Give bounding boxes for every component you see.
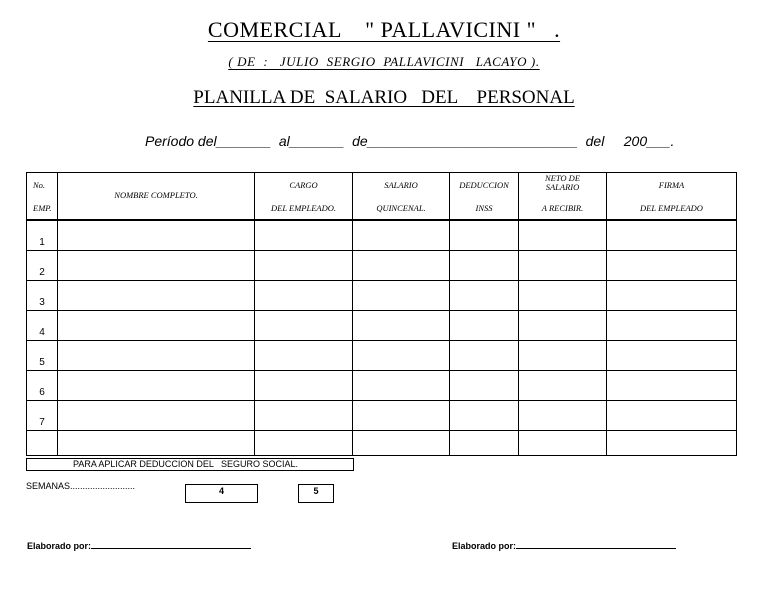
row-number: 3 bbox=[27, 281, 58, 311]
firma-cell[interactable] bbox=[607, 401, 737, 431]
nombre-cell[interactable] bbox=[58, 311, 255, 341]
nombre-cell[interactable] bbox=[58, 220, 255, 251]
salario-cell[interactable] bbox=[353, 281, 450, 311]
elaborado-por-right: Elaborado por: bbox=[452, 540, 676, 551]
semanas-label: SEMANAS.......................... bbox=[26, 481, 136, 491]
neto-cell[interactable] bbox=[519, 341, 607, 371]
salario-cell[interactable] bbox=[353, 311, 450, 341]
elaborado-por-left: Elaborado por: bbox=[27, 540, 251, 551]
company-title: COMERCIAL " PALLAVICINI " . bbox=[207, 17, 561, 42]
cargo-cell[interactable] bbox=[255, 281, 353, 311]
neto-cell[interactable] bbox=[519, 281, 607, 311]
firma-cell[interactable] bbox=[607, 251, 737, 281]
table-row bbox=[27, 220, 737, 251]
firma-cell[interactable] bbox=[607, 431, 737, 456]
cargo-cell[interactable] bbox=[255, 251, 353, 281]
nombre-cell[interactable] bbox=[58, 431, 255, 456]
nombre-cell[interactable] bbox=[58, 401, 255, 431]
firma-cell[interactable] bbox=[607, 281, 737, 311]
cargo-cell[interactable] bbox=[255, 341, 353, 371]
table-row bbox=[27, 371, 737, 401]
neto-cell[interactable] bbox=[519, 311, 607, 341]
owner-subtitle: ( DE : JULIO SERGIO PALLAVICINI LACAYO ). bbox=[228, 54, 540, 69]
signature-line[interactable] bbox=[91, 540, 251, 549]
deduccion-cell[interactable] bbox=[450, 401, 519, 431]
salario-cell[interactable] bbox=[353, 371, 450, 401]
signature-line[interactable] bbox=[516, 540, 676, 549]
neto-cell[interactable] bbox=[519, 251, 607, 281]
nombre-cell[interactable] bbox=[58, 251, 255, 281]
table-row-total bbox=[27, 431, 737, 456]
cargo-cell[interactable] bbox=[255, 431, 353, 456]
deduccion-cell[interactable] bbox=[450, 220, 519, 251]
table-row bbox=[27, 311, 737, 341]
salario-cell[interactable] bbox=[353, 220, 450, 251]
nombre-cell[interactable] bbox=[58, 341, 255, 371]
firma-cell[interactable] bbox=[607, 341, 737, 371]
cargo-cell[interactable] bbox=[255, 220, 353, 251]
salario-cell[interactable] bbox=[353, 401, 450, 431]
deduccion-cell[interactable] bbox=[450, 311, 519, 341]
cargo-cell[interactable] bbox=[255, 401, 353, 431]
cargo-cell[interactable] bbox=[255, 311, 353, 341]
salario-cell[interactable] bbox=[353, 341, 450, 371]
neto-cell[interactable] bbox=[519, 220, 607, 251]
nombre-cell[interactable] bbox=[58, 371, 255, 401]
header-cargo: CARGO DEL EMPLEADO. bbox=[255, 173, 353, 221]
firma-cell[interactable] bbox=[607, 220, 737, 251]
table-row bbox=[27, 281, 737, 311]
deduccion-cell[interactable] bbox=[450, 341, 519, 371]
row-number: 2 bbox=[27, 251, 58, 281]
payroll-table bbox=[26, 172, 737, 456]
header-no-emp: No. EMP. bbox=[27, 173, 58, 221]
deduccion-cell[interactable] bbox=[450, 431, 519, 456]
table-header-row bbox=[27, 173, 737, 221]
row-number: 1 bbox=[27, 220, 58, 251]
salario-cell[interactable] bbox=[353, 251, 450, 281]
row-number: 6 bbox=[27, 371, 58, 401]
weeks-option-5[interactable]: 5 bbox=[298, 484, 334, 503]
deduccion-cell[interactable] bbox=[450, 251, 519, 281]
table-row bbox=[27, 251, 737, 281]
period-line: Período del_______ al_______ de___________________________ del 200___. bbox=[145, 133, 675, 149]
seguro-social-note: PARA APLICAR DEDUCCION DEL SEGURO SOCIAL. bbox=[26, 458, 354, 471]
header-neto: NETO DE SALARIO A RECIBIR. bbox=[519, 173, 607, 221]
header-firma: FIRMA DEL EMPLEADO bbox=[607, 173, 737, 221]
table-row bbox=[27, 401, 737, 431]
weeks-option-4[interactable]: 4 bbox=[185, 484, 258, 503]
header-nombre: NOMBRE COMPLETO. bbox=[58, 173, 255, 221]
salario-cell[interactable] bbox=[353, 431, 450, 456]
form-heading: PLANILLA DE SALARIO DEL PERSONAL bbox=[193, 87, 575, 108]
neto-cell[interactable] bbox=[519, 371, 607, 401]
firma-cell[interactable] bbox=[607, 371, 737, 401]
deduccion-cell[interactable] bbox=[450, 371, 519, 401]
header-deduccion: DEDUCCION INSS bbox=[450, 173, 519, 221]
nombre-cell[interactable] bbox=[58, 281, 255, 311]
neto-cell[interactable] bbox=[519, 431, 607, 456]
firma-cell[interactable] bbox=[607, 311, 737, 341]
neto-cell[interactable] bbox=[519, 401, 607, 431]
row-number: 4 bbox=[27, 311, 58, 341]
header-salario: SALARIO QUINCENAL. bbox=[353, 173, 450, 221]
cargo-cell[interactable] bbox=[255, 371, 353, 401]
row-number: 7 bbox=[27, 401, 58, 431]
row-number bbox=[27, 431, 58, 456]
row-number: 5 bbox=[27, 341, 58, 371]
deduccion-cell[interactable] bbox=[450, 281, 519, 311]
table-row bbox=[27, 341, 737, 371]
